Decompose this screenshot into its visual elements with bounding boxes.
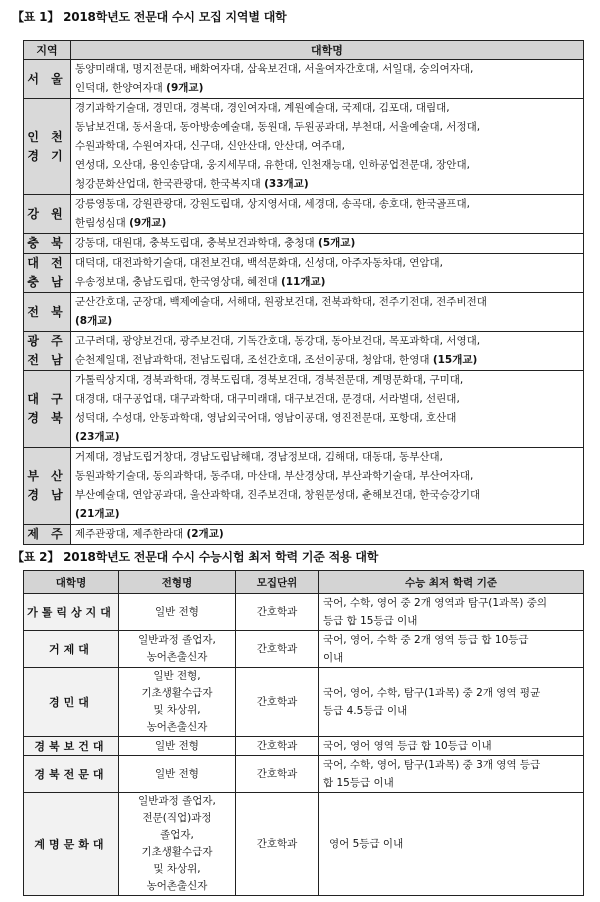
- table1-row: [24, 99, 584, 195]
- region-name: 경 북: [27, 411, 67, 425]
- criteria: [319, 756, 584, 793]
- school-count: (2개교): [186, 528, 224, 540]
- admission-type: [119, 668, 236, 737]
- admission-type-line: 농어촌출신자: [146, 880, 208, 892]
- table1-row: [24, 332, 584, 371]
- department: 간호학과: [236, 756, 319, 793]
- region-name: 충 북: [27, 236, 67, 250]
- table2-caption-text: 2018학년도 전문대 수시 수능시험 최저 학력 기준 적용 대학: [63, 550, 379, 564]
- admission-type-line: 농어촌출신자: [146, 651, 208, 663]
- school-list-line: 고구려대, 광양보건대, 광주보건대, 기독간호대, 동강대, 동아보건대, 목포과학대, 서영대,: [75, 335, 481, 347]
- table2-header-row: [24, 571, 584, 594]
- region-name: 인 천: [27, 129, 67, 144]
- criteria: [319, 668, 584, 737]
- department: 간호학과: [236, 668, 319, 737]
- region-name: 전 북: [27, 304, 67, 319]
- table1-header-region: 지역: [24, 41, 71, 60]
- university-name: 경북보건대: [24, 737, 119, 756]
- department: 간호학과: [236, 737, 319, 756]
- admission-type-line: 일반 전형,: [153, 670, 201, 682]
- schools-cell: [71, 332, 584, 371]
- department: 간호학과: [236, 594, 319, 631]
- schools-cell: [71, 448, 584, 525]
- admission-type-line: 및 차상위,: [153, 863, 201, 875]
- criteria-line: 국어, 영어, 수학 중 2개 영역 등급 합 10등급: [323, 634, 529, 646]
- school-count: (9개교): [129, 217, 167, 229]
- school-list-line: 강동대, 대원대, 충북도립대, 충북보건과학대, 충청대: [75, 237, 319, 249]
- table2-header-department: 모집단위: [236, 571, 319, 594]
- school-list-line: 가톨릭상지대, 경북과학대, 경북도립대, 경북보건대, 경북전문대, 계명문화대, 구미대,: [75, 374, 464, 386]
- university-name: 경북전문대: [24, 756, 119, 793]
- admission-type-line: 일반 전형: [155, 605, 199, 618]
- admission-type-line: 일반 전형: [155, 739, 199, 752]
- admission-type-line: 일반과정 졸업자,: [138, 795, 216, 807]
- table-minimum-criteria: [23, 570, 584, 896]
- table1-row: [24, 60, 584, 99]
- region-name: 강 원: [27, 206, 67, 221]
- criteria-line: 국어, 영어 영역 등급 합 10등급 이내: [323, 740, 492, 752]
- admission-type-line: 전문(직업)과정: [142, 812, 212, 824]
- table1-row: [24, 448, 584, 525]
- school-count: (9개교): [166, 82, 204, 94]
- school-count: (8개교): [75, 315, 113, 327]
- school-list-line: 부산예술대, 연암공과대, 울산과학대, 진주보건대, 창원문성대, 춘해보건대, 한국승강기대: [75, 489, 481, 501]
- school-list-line: 대경대, 대구공업대, 대구과학대, 대구미래대, 대구보건대, 문경대, 서라벌대, 선린대,: [75, 393, 460, 405]
- department: 간호학과: [236, 793, 319, 896]
- admission-type: [119, 737, 236, 756]
- school-list-line: 순천제일대, 전남과학대, 전남도립대, 조선간호대, 조선이공대, 청암대, 한영대: [75, 354, 433, 366]
- region-name: 충 남: [27, 275, 67, 289]
- table1-row: [24, 371, 584, 448]
- table-regional-universities: [23, 40, 584, 545]
- region-name: 광 주: [27, 334, 67, 348]
- table2-caption: [12, 548, 378, 565]
- table1-caption-label: 【표 1】: [12, 10, 60, 24]
- school-list-line: 군산간호대, 군장대, 백제예술대, 서해대, 원광보건대, 전북과학대, 전주기전대, 전주비전대: [75, 296, 487, 308]
- criteria-line: 등급 4.5등급 이내: [323, 705, 408, 717]
- admission-type-line: 일반 전형: [155, 767, 199, 780]
- school-list-line: 거제대, 경남도립거창대, 경남도립남해대, 경남정보대, 김해대, 대동대, 동부산대,: [75, 451, 443, 463]
- admission-type-line: 졸업자,: [160, 829, 194, 841]
- criteria: [319, 631, 584, 668]
- region-name: 서 울: [27, 71, 67, 86]
- region-cell: [24, 254, 71, 293]
- table2-row: [24, 631, 584, 668]
- school-count: (33개교): [264, 178, 309, 190]
- school-list-line: 대덕대, 대전과학기술대, 대전보건대, 백석문화대, 신성대, 아주자동차대, 연암대,: [75, 257, 443, 269]
- table2-header-university: 대학명: [24, 571, 119, 594]
- school-count: (15개교): [432, 354, 478, 366]
- schools-cell: [71, 254, 584, 293]
- criteria-line: 영어 5등급 이내: [329, 838, 404, 850]
- admission-type-line: 기초생활수급자: [141, 846, 213, 858]
- university-name: 가톨릭상지대: [24, 594, 119, 631]
- schools-cell: [71, 525, 584, 545]
- table1-header-schools: 대학명: [71, 41, 584, 60]
- school-count: (11개교): [280, 276, 326, 288]
- admission-type: [119, 793, 236, 896]
- school-list-line: 수원과학대, 수원여자대, 신구대, 신안산대, 안산대, 여주대,: [75, 140, 346, 152]
- table1-row: [24, 195, 584, 234]
- school-list-line: 동남보건대, 동서울대, 동아방송예술대, 동원대, 두원공과대, 부천대, 서울예술대, 서정대,: [75, 121, 481, 133]
- criteria-line: 이내: [323, 652, 344, 664]
- table2-row: [24, 793, 584, 896]
- table1-caption-text: 2018학년도 전문대 수시 모집 지역별 대학: [63, 10, 287, 24]
- school-count: (21개교): [75, 508, 120, 520]
- admission-type: [119, 594, 236, 631]
- schools-cell: [71, 195, 584, 234]
- region-cell: [24, 195, 71, 234]
- admission-type-line: 농어촌출신자: [146, 721, 208, 733]
- criteria-line: 국어, 수학, 영어 중 2개 영역과 탐구(1과목) 중의: [323, 597, 548, 609]
- table2-row: [24, 668, 584, 737]
- region-name: 경 기: [27, 148, 67, 163]
- admission-type: [119, 631, 236, 668]
- table2-header-admission-type: 전형명: [119, 571, 236, 594]
- table2-header-criteria: 수능 최저 학력 기준: [319, 571, 584, 594]
- school-list-line: 성덕대, 수성대, 안동과학대, 영남외국어대, 영남이공대, 영진전문대, 포항대, 호산대: [75, 412, 457, 424]
- region-cell: [24, 448, 71, 525]
- school-list-line: 연성대, 오산대, 용인송담대, 웅지세무대, 유한대, 인천재능대, 인하공업전문대, 장안대,: [75, 159, 470, 171]
- region-name: 부 산: [27, 469, 67, 483]
- school-list-line: 강릉영동대, 강원관광대, 강원도립대, 상지영서대, 세경대, 송곡대, 송호대, 한국골프대,: [75, 198, 470, 210]
- region-cell: [24, 332, 71, 371]
- school-list-line: 동양미래대, 명지전문대, 배화여자대, 삼육보건대, 서울여자간호대, 서일대, 숭의여자대,: [75, 63, 474, 75]
- table1-header-row: [24, 41, 584, 60]
- schools-cell: [71, 99, 584, 195]
- table2-row: [24, 756, 584, 793]
- school-list-line: 청강문화산업대, 한국관광대, 한국복지대: [75, 178, 265, 190]
- criteria: [319, 793, 584, 896]
- school-list-line: 제주관광대, 제주한라대: [75, 528, 187, 540]
- university-name: 거제대: [24, 631, 119, 668]
- department: 간호학과: [236, 631, 319, 668]
- region-name: 경 남: [27, 488, 67, 502]
- university-name: 경민대: [24, 668, 119, 737]
- table2-row: [24, 737, 584, 756]
- criteria: [319, 594, 584, 631]
- admission-type-line: 및 차상위,: [153, 704, 201, 716]
- region-cell: [24, 525, 71, 545]
- school-list-line: 동원과학기술대, 동의과학대, 동주대, 마산대, 부산경상대, 부산과학기술대, 부산여자대,: [75, 470, 474, 482]
- schools-cell: [71, 234, 584, 254]
- schools-cell: [71, 60, 584, 99]
- school-list-line: 우송정보대, 충남도립대, 한국영상대, 혜전대: [75, 276, 281, 288]
- admission-type: [119, 756, 236, 793]
- admission-type-line: 일반과정 졸업자,: [138, 634, 216, 646]
- region-name: 전 남: [27, 353, 67, 367]
- table2-row: [24, 594, 584, 631]
- table1-row: [24, 234, 584, 254]
- table2-caption-label: 【표 2】: [12, 550, 60, 564]
- table1-row: [24, 254, 584, 293]
- school-count: (23개교): [75, 431, 120, 443]
- region-cell: [24, 234, 71, 254]
- admission-type-line: 기초생활수급자: [141, 687, 213, 699]
- school-list-line: 한림성심대: [75, 217, 130, 229]
- criteria-line: 합 15등급 이내: [323, 777, 394, 789]
- table1-caption: [12, 8, 286, 25]
- region-cell: [24, 99, 71, 195]
- region-cell: [24, 293, 71, 332]
- region-name: 대 구: [27, 392, 67, 406]
- criteria: [319, 737, 584, 756]
- criteria-line: 등급 합 15등급 이내: [323, 615, 418, 627]
- table1-row: [24, 525, 584, 545]
- schools-cell: [71, 293, 584, 332]
- region-name: 제 주: [27, 527, 67, 541]
- table1-row: [24, 293, 584, 332]
- school-list-line: 인덕대, 한양여자대: [75, 82, 167, 94]
- schools-cell: [71, 371, 584, 448]
- criteria-line: 국어, 영어, 수학, 탐구(1과목) 중 2개 영역 평균: [323, 687, 541, 699]
- school-count: (5개교): [318, 237, 356, 249]
- region-cell: [24, 60, 71, 99]
- region-name: 대 전: [27, 256, 67, 270]
- criteria-line: 국어, 수학, 영어, 탐구(1과목) 중 3개 영역 등급: [323, 759, 541, 771]
- school-list-line: 경기과학기술대, 경민대, 경복대, 경인여자대, 계원예술대, 국제대, 김포대, 대림대,: [75, 102, 450, 114]
- university-name: 계명문화대: [24, 793, 119, 896]
- region-cell: [24, 371, 71, 448]
